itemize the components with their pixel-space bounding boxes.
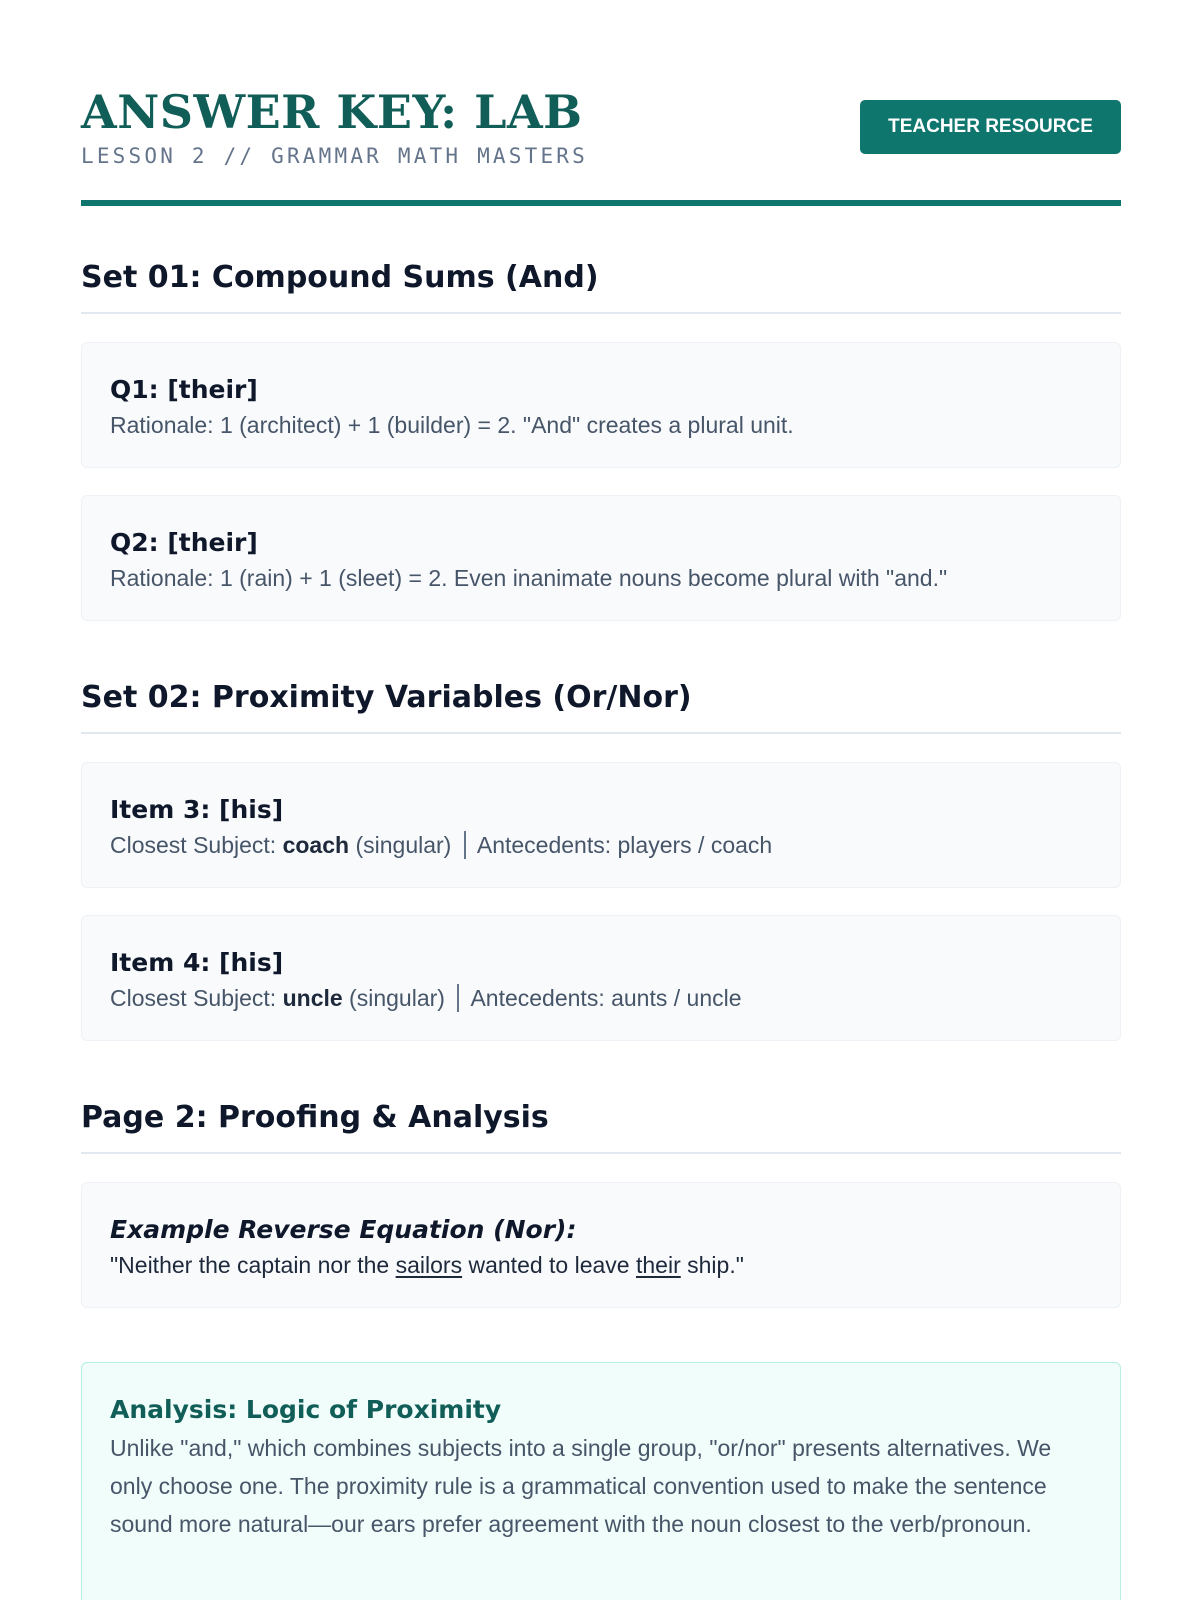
antecedents-text: Antecedents: aunts / uncle <box>465 985 742 1011</box>
page-title: ANSWER KEY: LAB <box>81 85 583 139</box>
subject-qualifier: (singular) <box>349 832 458 858</box>
answer-key-page <box>81 0 1121 1537</box>
subject-qualifier: (singular) <box>342 985 452 1011</box>
answer-detail <box>110 827 1092 863</box>
page-subtitle: LESSON 2 // GRAMMAR MATH MASTERS <box>81 144 588 168</box>
answer-rationale: Rationale: 1 (architect) + 1 (builder) = 2. "And" creates a plural unit. <box>110 412 794 438</box>
sentence-part: ship." <box>680 1252 744 1278</box>
sentence-part: "Neither the captain nor the <box>110 1252 396 1278</box>
sentence-part: wanted to leave <box>462 1252 636 1278</box>
closest-subject-word: uncle <box>282 985 343 1011</box>
answer-heading: Q1: [their] <box>110 375 258 404</box>
closest-subject-label: Closest Subject: <box>110 985 283 1011</box>
analysis-callout <box>81 1362 1121 1600</box>
section-title-set-02: Set 02: Proximity Variables (Or/Nor) <box>81 678 1121 734</box>
section-title-set-01: Set 01: Compound Sums (And) <box>81 258 1121 314</box>
answer-heading: Q2: [their] <box>110 528 258 557</box>
answer-detail <box>110 980 1092 1016</box>
example-sentence <box>110 1247 1092 1283</box>
closest-subject-word: coach <box>282 832 350 858</box>
section-title-page-2: Page 2: Proofing & Analysis <box>81 1098 1121 1154</box>
pipe-separator <box>457 984 459 1012</box>
answer-card-item-3 <box>81 762 1121 888</box>
header-divider <box>81 200 1121 206</box>
answer-card-q2 <box>81 495 1121 621</box>
answer-heading: Item 4: [his] <box>110 948 284 977</box>
answer-heading: Item 3: [his] <box>110 795 284 824</box>
example-heading: Example Reverse Equation (Nor): <box>110 1215 577 1244</box>
answer-card-item-4 <box>81 915 1121 1041</box>
answer-rationale: Rationale: 1 (rain) + 1 (sleet) = 2. Even inanimate nouns become plural with "and." <box>110 565 948 591</box>
analysis-heading: Analysis: Logic of Proximity <box>110 1395 502 1424</box>
closest-subject-label: Closest Subject: <box>110 832 283 858</box>
underlined-antecedent: sailors <box>395 1252 463 1278</box>
underlined-pronoun: their <box>636 1252 681 1278</box>
analysis-body: Unlike "and," which combines subjects into a single group, "or/nor" presents alternatives. We only choose one. The proximity rule is a grammatical convention used to make the sentence sound more natural—our ears prefer agreement with the noun closest to the verb/pronoun. <box>110 1435 1052 1537</box>
antecedents-text: Antecedents: players / coach <box>471 832 773 858</box>
page-header <box>81 0 1121 208</box>
answer-card-q1 <box>81 342 1121 468</box>
example-equation-card <box>81 1182 1121 1308</box>
pipe-separator <box>464 831 466 859</box>
teacher-resource-badge: TEACHER RESOURCE <box>860 100 1121 154</box>
